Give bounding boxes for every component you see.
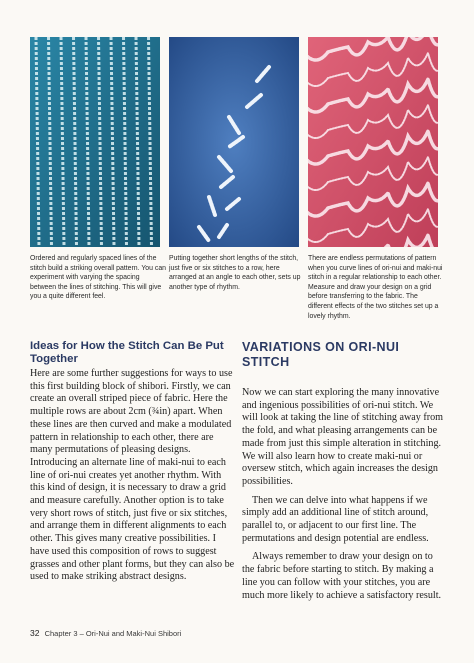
body-paragraph: Always remember to draw your design on to the fabric before starting to stitch. By making a line you can follow with your stitches, you are much more likely to achieve a satisfactory result.: [242, 551, 442, 601]
photo-curved-stitch-lines: [308, 37, 438, 247]
sub-heading: Ideas for How the Stitch Can Be Put Together: [30, 340, 224, 365]
running-title: Chapter 3 – Ori-Nui and Maki-Nui Shibori: [44, 629, 182, 638]
body-paragraph: Here are some further suggestions for ways to use this first building block of shibori. Firstly, we can create an overall striped piece of fabric. Here the multiple rows are about 2cm (¾in) apart. When these lines are then curved and make a modulated pattern in relationship to each other, there are many permutations of pleasing designs. Introducing an alternate line of maki-nui to each line of ori-nui creates yet another rhythm. With this kind of design, it is necessary to draw a grid and measure carefully. Another option is to take very short rows of stitch, just five or six stitches, and arrange them in different alignments to each other. This gives many creative possibilities. I have used this composition of rows to suggest grasses and other plant forms, but they can also be used to make striking abstract designs.: [30, 368, 235, 583]
body-paragraph: Now we can start exploring the many innovative and ingenious possibilities of ori-nui stitch. We will look at taking the line of stitching away from the fold, and what pleasing arrangements can be made from just this simple alteration in stitching. We will also learn how to create maki-nui or oversew stitch, which again increases the design possibilities.: [242, 387, 444, 487]
page-number: 32: [30, 628, 40, 638]
photo-caption: Putting together short lengths of the stitch, just five or six stitches to a row, here arranged at an angle to each other, sets up another type of rhythm.: [169, 255, 301, 291]
right-column: [242, 340, 446, 602]
page-footer: [30, 628, 181, 638]
left-column: [30, 340, 235, 584]
photo-striped-stitch-lines: [30, 37, 160, 247]
photo-caption: Ordered and regularly spaced lines of the stitch build a striking overall pattern. You can experiment with varying the spacing between the lines of stitching. This will give you a quite different feel.: [30, 255, 166, 301]
body-paragraph: Then we can delve into what happens if we simply add an additional line of stitch around, parallel to, or adjacent to our first line. The permutations and design potential are endless.: [242, 494, 429, 544]
section-heading: VARIATIONS ON ORI-NUI STITCH: [242, 340, 400, 369]
photo-caption: There are endless permutations of pattern when you curve lines of ori-nui and maki-nui stitch in a regular relationship to each other. Measure and draw your design on a grid before transferring to the fabric. The different effects of the two stitches set up a lovely rhythm.: [308, 255, 443, 320]
photo-short-stitch-rows: [169, 37, 299, 247]
